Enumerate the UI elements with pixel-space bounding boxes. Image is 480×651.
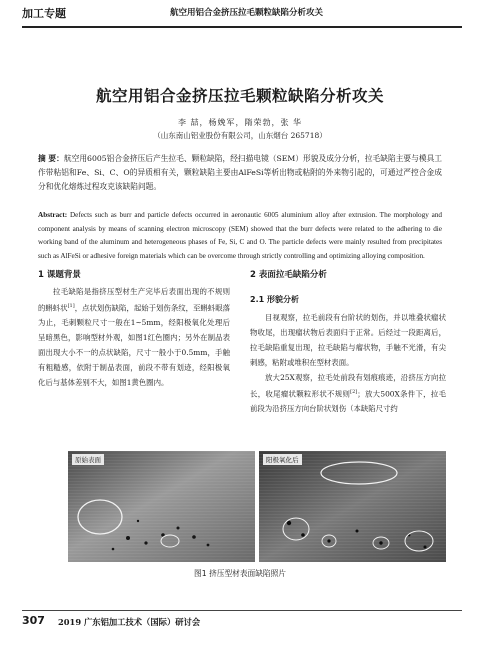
running-title: 航空用铝合金挤压拉毛颗粒缺陷分析攻关 bbox=[170, 8, 324, 18]
footer-rule bbox=[22, 610, 462, 611]
left-column bbox=[38, 268, 230, 390]
page-header bbox=[0, 0, 480, 28]
right-column bbox=[250, 268, 446, 416]
s2-text-b: ；放大500X条件下，拉毛前段为沿挤压方向台阶状划伤（本缺陷尺寸约 bbox=[250, 389, 446, 414]
abstract-cn-label: 摘 要： bbox=[38, 154, 64, 163]
page-number: 307 bbox=[22, 614, 45, 627]
abstract-english bbox=[38, 209, 442, 263]
section-2-paragraph-2 bbox=[250, 370, 446, 416]
s2-text-a: 放大25X观察，拉毛处前段有划痕痕迹，沿挤压方向拉长，收尾瘤状颗粒形状不规则 bbox=[250, 373, 446, 399]
section-2-heading: 2 表面拉毛缺陷分析 bbox=[250, 270, 327, 280]
anodized-surface-photo bbox=[259, 451, 446, 562]
footer-journal: 2019 广东铝加工技术（国际）研讨会 bbox=[58, 617, 201, 627]
section-1-heading: 1 课题背景 bbox=[38, 270, 81, 280]
article-authors: 李 喆，杨娩军，隋荣勃，张 华 bbox=[177, 118, 303, 127]
s1-text-a: 拉毛缺陷是指挤压型材生产完毕后表面出现的不规则的蝌蚪状 bbox=[38, 287, 230, 313]
s1-text-b: ，点状划伤缺陷，起始于划伤条纹，至蝌蚪眼落为止，毛刺颗粒尺寸一般在1~5mm，经阳极氧化处理后呈暗黑色，影响型材外观，如图1红色圈内；另外在制品表面出现大小不一的点状缺陷，尺寸一般小于0.5mm，手触有粗糙感，依附于制品表面，前段不带有划迹，经阳极氧化后与基体差别不大，如图1黄色圈内。 bbox=[38, 303, 230, 388]
s1-citation: [1] bbox=[67, 303, 75, 309]
figure-1-caption: 图1 挤压型材表面缺陷照片 bbox=[194, 569, 286, 578]
article-affiliation: （山东南山铝业股份有限公司，山东烟台 265718） bbox=[153, 131, 327, 140]
section-2-1-heading: 2.1 形貌分析 bbox=[250, 295, 299, 304]
article-title: 航空用铝合金挤压拉毛颗粒缺陷分析攻关 bbox=[95, 87, 384, 105]
right-photo-tag: 阳极氧化后 bbox=[263, 454, 302, 465]
section-2-paragraph-1: 目视观察，拉毛前段有台阶状的划伤，并以堆叠状瘤状物收尾，出现瘤状物后表面归于正常。后经过一段距离后，拉毛缺陷重复出现，拉毛缺陷与瘤状物，手触不光滑，有尖刺感，粘附或堆积在型材表面。 bbox=[250, 313, 446, 367]
s2-citation: [2] bbox=[350, 389, 358, 395]
section-tag: 加工专题 bbox=[22, 7, 66, 20]
original-surface-photo bbox=[68, 451, 255, 562]
figure-1-right-photo bbox=[259, 451, 446, 562]
figure-1-left-photo bbox=[68, 451, 255, 562]
abstract-cn-text: 航空用6005铝合金挤压后产生拉毛、颗粒缺陷，经扫描电镜（SEM）形貌及成分分析，拉毛缺陷主要与模具工作带粘铝和Fe、Si、C、O的异质相有关，颗粒缺陷主要由AlFeSi等析出物或粘附的外来物引起的，可通过严控合金成分和优化熔炼过程攻克该缺陷问题。 bbox=[38, 154, 442, 191]
section-1-paragraph bbox=[38, 284, 230, 390]
abstract-en-label: Abstract: bbox=[38, 211, 68, 219]
abstract-chinese bbox=[38, 152, 442, 194]
abstract-en-text: Defects such as burr and particle defects occurred in aeronautic 6005 aluminium alloy after extrusion. The morphology and component analysis by means of scanning electron microscopy (SEM) showed that the burr defects were related to the adhering to die working band of the aluminum and heterogeneous phases of Fe, Si, C and O. The particle defects were mainly resulted from precipitates such as AlFeSi or adhesive foreign materials which can be overcome through strictly controlling and optimizing alloying composition. bbox=[38, 211, 443, 260]
header-rule bbox=[22, 26, 462, 28]
figure-1 bbox=[68, 451, 446, 562]
left-photo-tag: 原始表面 bbox=[72, 454, 104, 465]
